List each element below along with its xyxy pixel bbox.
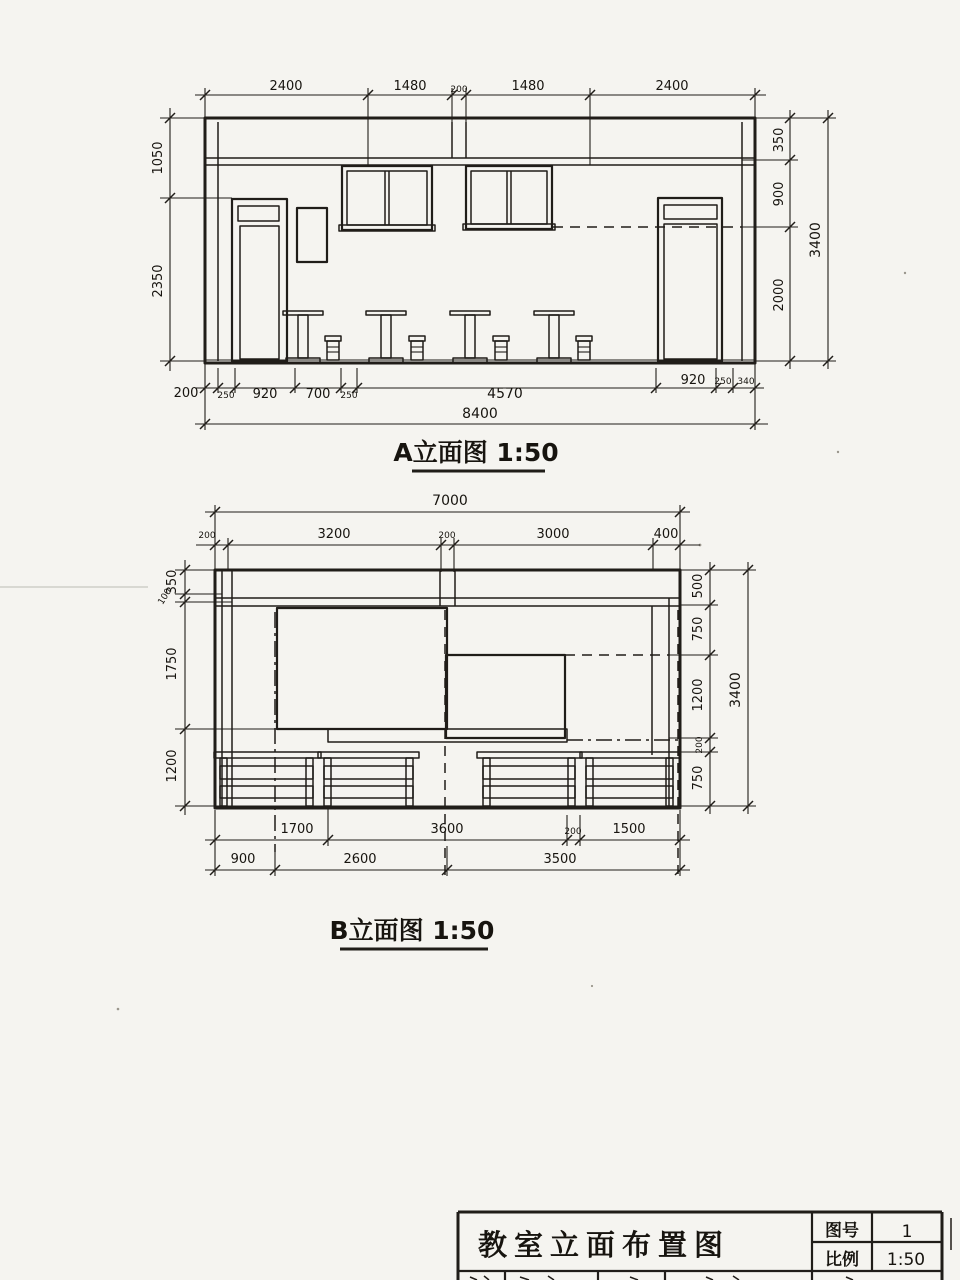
dim-label: 4570: [487, 386, 523, 402]
dim-label: 1480: [393, 79, 427, 94]
dim-label: 3400: [808, 222, 824, 258]
elevation-a-dim-bottom: [174, 363, 768, 430]
stool: [493, 336, 509, 360]
dim-label: 920: [252, 387, 278, 402]
elevation-a-right-door: [658, 198, 722, 361]
dim-label: 750: [691, 765, 706, 791]
dim-label: 1500: [612, 822, 646, 837]
desk: [477, 752, 582, 806]
table: [283, 311, 323, 363]
drawing-no-label: 图号: [825, 1221, 859, 1241]
elevation-b-side-board: [446, 655, 565, 738]
elevation-b-dim-bottom: [205, 808, 690, 876]
elevation-a-notice-board: [297, 208, 327, 262]
elevation-a-left-door: [232, 199, 287, 361]
dim-label: 750: [691, 616, 706, 642]
dim-label: 200: [450, 85, 468, 95]
dim-label: 900: [230, 852, 256, 867]
table: [450, 311, 490, 363]
stool: [576, 336, 592, 360]
elevation-b-title: B立面图 1:50: [329, 916, 495, 945]
elevation-b-dim-top: [196, 493, 700, 572]
title-block: [458, 1212, 951, 1280]
dim-label: 2400: [655, 79, 689, 94]
scale-value: 1:50: [886, 1250, 926, 1270]
dim-label: 350: [165, 569, 180, 595]
desk: [318, 752, 419, 806]
dim-label: 1200: [691, 678, 706, 712]
dim-label: 3400: [728, 672, 744, 708]
elevation-b: [157, 493, 756, 949]
stool: [409, 336, 425, 360]
sheet-title: 教室立面布置图: [478, 1228, 731, 1262]
dim-label: 250: [217, 391, 235, 401]
scale-label: 比例: [825, 1250, 859, 1270]
dim-label: 1200: [165, 749, 180, 783]
dim-label: 250: [714, 377, 732, 387]
scan-artifacts: [0, 272, 906, 1011]
dim-label: 200: [173, 386, 199, 401]
dim-label: 200: [198, 531, 216, 541]
elevation-a-title: A立面图 1:50: [393, 438, 559, 467]
dim-label: 920: [680, 373, 706, 388]
dim-label: 2350: [151, 264, 166, 298]
dim-label: 500: [691, 573, 706, 599]
dim-label: 200: [564, 827, 582, 837]
dim-label: 3000: [536, 527, 570, 542]
elevation-a-window-2: [463, 166, 555, 230]
dim-label: 1480: [511, 79, 545, 94]
elevation-a-dim-left: [151, 108, 232, 371]
dim-label: 1050: [151, 141, 166, 175]
dim-label: 1750: [165, 647, 180, 681]
dim-label: 340: [737, 377, 755, 387]
dim-label: 200: [695, 736, 705, 754]
dim-label: 100: [156, 587, 175, 607]
dim-label: 350: [772, 127, 787, 153]
dim-label: 200: [438, 531, 456, 541]
elevation-a-dim-top: [195, 79, 766, 165]
table: [366, 311, 406, 363]
drawing-no-value: 1: [901, 1222, 913, 1242]
elevation-a: [151, 79, 836, 471]
elevation-b-caption: [330, 916, 495, 949]
elevation-b-desks: [214, 752, 680, 806]
dim-label: 3200: [317, 527, 351, 542]
dim-label: 2000: [772, 278, 787, 312]
elevation-b-chalk-tray: [328, 729, 567, 742]
stool: [325, 336, 341, 360]
table: [534, 311, 574, 363]
dim-label: 900: [772, 181, 787, 207]
elevation-a-window-1: [339, 166, 435, 231]
desk: [214, 752, 321, 806]
dim-label: 3600: [430, 822, 464, 837]
desk: [580, 752, 680, 806]
dim-label: 8400: [462, 406, 498, 422]
elevation-a-stools: [325, 336, 592, 360]
dim-label: 700: [305, 387, 331, 402]
dim-label: 400: [653, 527, 679, 542]
dim-label: 3500: [543, 852, 577, 867]
dim-label: 2600: [343, 852, 377, 867]
dim-label: 7000: [432, 493, 468, 509]
dim-label: 2400: [269, 79, 303, 94]
elevation-b-dim-right: [669, 562, 756, 814]
elevation-b-blackboard: [277, 608, 447, 729]
dim-label: 250: [340, 391, 358, 401]
elevation-a-caption: [393, 438, 558, 471]
dim-label: 1700: [280, 822, 314, 837]
